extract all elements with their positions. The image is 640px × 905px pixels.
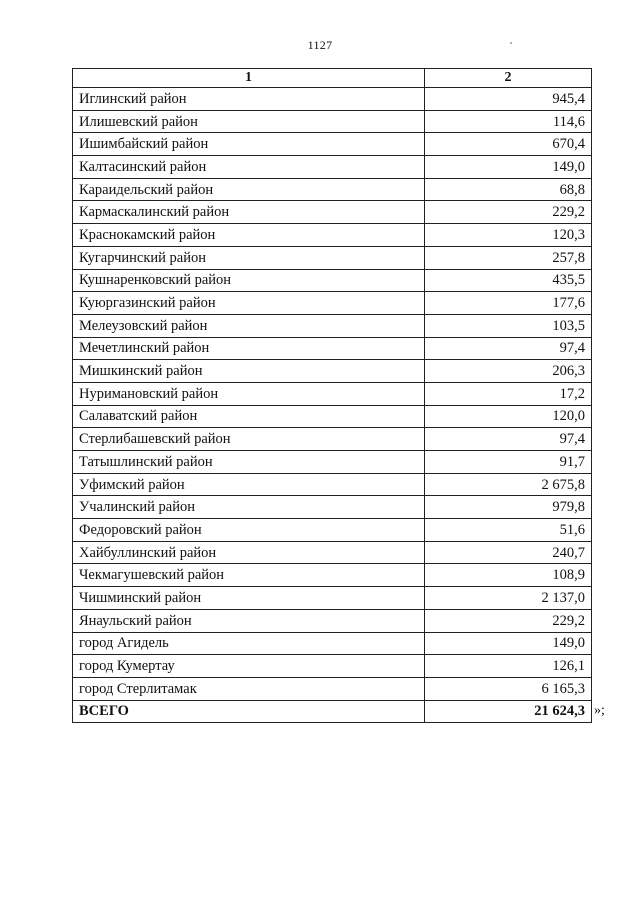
table-row (73, 405, 592, 428)
value-cell: 206,3 (425, 360, 592, 383)
table-row (73, 133, 592, 156)
region-name-cell: Кушнаренковский район (73, 269, 425, 292)
table-row (73, 382, 592, 405)
table-row (73, 519, 592, 542)
region-name-cell: Краснокамский район (73, 224, 425, 247)
region-name-cell: Янаульский район (73, 609, 425, 632)
table-row (73, 541, 592, 564)
table-row (73, 88, 592, 111)
column-header-1: 1 (73, 69, 425, 88)
region-name-cell: Стерлибашевский район (73, 428, 425, 451)
value-cell: 108,9 (425, 564, 592, 587)
table-row (73, 496, 592, 519)
table-row (73, 224, 592, 247)
region-name-cell: Кармаскалинский район (73, 201, 425, 224)
table-row (73, 269, 592, 292)
region-name-cell: Калтасинский район (73, 156, 425, 179)
scan-speck (510, 42, 512, 44)
value-cell: 229,2 (425, 201, 592, 224)
table-row (73, 201, 592, 224)
region-name-cell: Мишкинский район (73, 360, 425, 383)
region-name-cell: Хайбуллинский район (73, 541, 425, 564)
table-row (73, 246, 592, 269)
value-cell: 945,4 (425, 88, 592, 111)
value-cell: 103,5 (425, 314, 592, 337)
value-cell: 51,6 (425, 519, 592, 542)
value-cell: 2 675,8 (425, 473, 592, 496)
total-value-cell: 21 624,3 (425, 700, 592, 723)
table-row (73, 451, 592, 474)
table-row (73, 292, 592, 315)
value-cell: 97,4 (425, 337, 592, 360)
table-row (73, 655, 592, 678)
value-cell: 177,6 (425, 292, 592, 315)
region-name-cell: Чишминский район (73, 587, 425, 610)
table-row (73, 632, 592, 655)
value-cell: 91,7 (425, 451, 592, 474)
value-cell: 435,5 (425, 269, 592, 292)
region-name-cell: Салаватский район (73, 405, 425, 428)
table-row (73, 587, 592, 610)
table-row (73, 337, 592, 360)
region-name-cell: Нуримановский район (73, 382, 425, 405)
value-cell: 114,6 (425, 110, 592, 133)
table-row (73, 156, 592, 179)
region-name-cell: Кугарчинский район (73, 246, 425, 269)
value-cell: 240,7 (425, 541, 592, 564)
value-cell: 68,8 (425, 178, 592, 201)
table-row (73, 677, 592, 700)
region-name-cell: Илишевский район (73, 110, 425, 133)
value-cell: 979,8 (425, 496, 592, 519)
region-name-cell: город Стерлитамак (73, 677, 425, 700)
region-name-cell: Иглинский район (73, 88, 425, 111)
value-cell: 126,1 (425, 655, 592, 678)
table-row (73, 110, 592, 133)
total-label-cell: ВСЕГО (73, 700, 425, 723)
region-name-cell: Караидельский район (73, 178, 425, 201)
value-cell: 149,0 (425, 156, 592, 179)
value-cell: 149,0 (425, 632, 592, 655)
region-name-cell: Ишимбайский район (73, 133, 425, 156)
region-name-cell: Мечетлинский район (73, 337, 425, 360)
value-cell: 257,8 (425, 246, 592, 269)
region-name-cell: Мелеузовский район (73, 314, 425, 337)
region-name-cell: Татышлинский район (73, 451, 425, 474)
region-name-cell: Уфимский район (73, 473, 425, 496)
region-name-cell: город Кумертау (73, 655, 425, 678)
region-name-cell: Чекмагушевский район (73, 564, 425, 587)
value-cell: 670,4 (425, 133, 592, 156)
value-cell: 120,3 (425, 224, 592, 247)
table-row (73, 564, 592, 587)
value-cell: 17,2 (425, 382, 592, 405)
region-name-cell: город Агидель (73, 632, 425, 655)
table-row (73, 178, 592, 201)
column-header-2: 2 (425, 69, 592, 88)
region-name-cell: Федоровский район (73, 519, 425, 542)
table-row (73, 609, 592, 632)
value-cell: 120,0 (425, 405, 592, 428)
table-header-row (73, 69, 592, 88)
value-cell: 229,2 (425, 609, 592, 632)
region-name-cell: Учалинский район (73, 496, 425, 519)
value-cell: 6 165,3 (425, 677, 592, 700)
page-number: 1127 (307, 38, 333, 52)
closing-quote-mark: »; (594, 703, 605, 718)
table-row (73, 473, 592, 496)
value-cell: 2 137,0 (425, 587, 592, 610)
table-row (73, 360, 592, 383)
table-row (73, 314, 592, 337)
table-row (73, 428, 592, 451)
data-table (72, 68, 592, 723)
value-cell: 97,4 (425, 428, 592, 451)
region-name-cell: Куюргазинский район (73, 292, 425, 315)
total-row (73, 700, 592, 723)
